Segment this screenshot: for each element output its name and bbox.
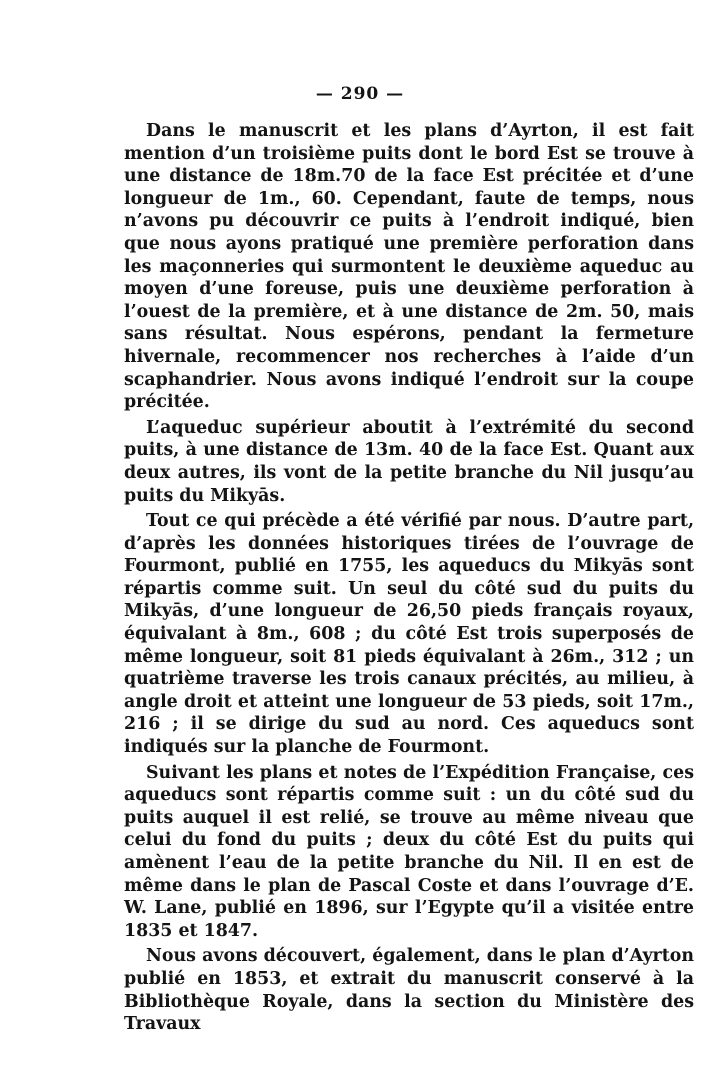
- paragraph-3: Tout ce qui précède a été vérifié par nous. D’autre part, d’après les données historiques tirées de l’ouvrage de Fourmont, publié en 1755, les aqueducs du Mikyās sont répartis comme suit. Un seul du côté sud du puits du Mikyās, d’une longueur de 26,50 pieds français royaux, équivalant à 8m., 608 ; du côté Est trois superposés de même longueur, soit 81 pieds équivalant à 26m., 312 ; un quatrième traverse les trois canaux précités, au milieu, à angle droit et atteint une longueur de 53 pieds, soit 17m., 216 ; il se dirige du sud au nord. Ces aqueducs sont indiqués sur la planche de Fourmont.: [124, 511, 694, 758]
- body-text: [124, 120, 694, 1039]
- paragraph-4: Suivant les plans et notes de l’Expédition Française, ces aqueducs sont répartis comme suit : un du côté sud du puits auquel il est relié, se trouve au même niveau que celui du fond du puits ; deux du côté Est du puits qui amènent l’eau de la petite branche du Nil. Il en est de même dans le plan de Pascal Coste et dans l’ouvrage d’E. W. Lane, publié en 1896, sur l’Egypte qu’il a visitée entre 1835 et 1847.: [124, 762, 694, 941]
- page-number: — 290 —: [315, 84, 405, 104]
- paragraph-1: Dans le manuscrit et les plans d’Ayrton, il est fait mention d’un troisième puits dont le bord Est se trouve à une distance de 18m.70 de la face Est précitée et d’une longueur de 1m., 60. Cependant, faute de temps, nous n’avons pu découvrir ce puits à l’endroit indiqué, bien que nous ayons pratiqué une première perforation dans les maçonneries qui surmontent le deuxième aqueduc au moyen d’une foreuse, puis une deuxième perforation à l’ouest de la première, et à une distance de 2m. 50, mais sans résultat. Nous espérons, pendant la fermeture hivernale, recommencer nos recherches à l’aide d’un scaphandrier. Nous avons indiqué l’endroit sur la coupe précitée.: [124, 121, 694, 413]
- paragraph-5: Nous avons découvert, également, dans le plan d’Ayrton publié en 1853, et extrait du manuscrit conservé à la Bibliothèque Royale, dans la section du Ministère des Travaux: [124, 946, 694, 1035]
- paragraph-2: L’aqueduc supérieur aboutit à l’extrémité du second puits, à une distance de 13m. 40 de la face Est. Quant aux deux autres, ils vont de la petite branche du Nil jusqu’au puits du Mikyās.: [124, 417, 694, 506]
